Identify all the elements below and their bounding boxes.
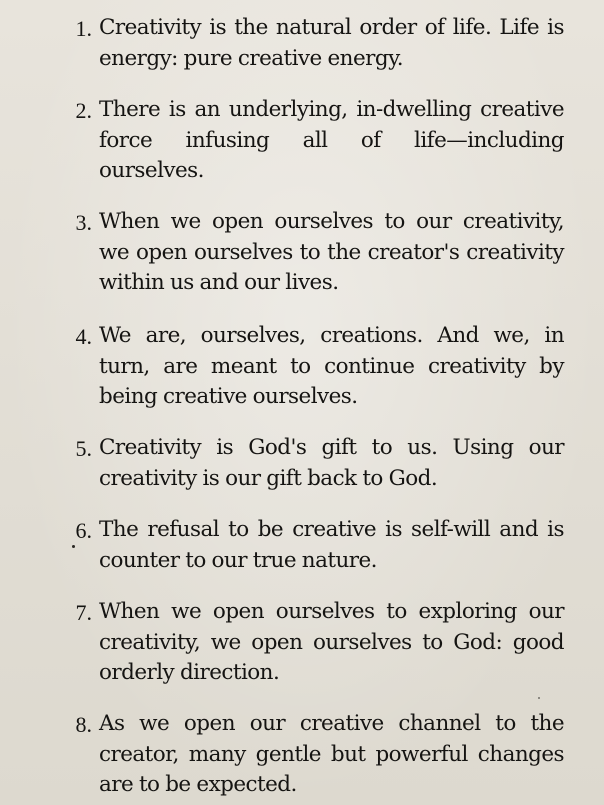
item-text: Creativity is the natural order of life. Life is energy: pure creative energy. [99, 15, 564, 71]
item-number: 5. [75, 436, 92, 461]
item-number: 4. [75, 324, 92, 349]
item-text: The refusal to be creative is self-will and is counter to our true nature. [99, 517, 564, 573]
ink-speck [538, 697, 540, 699]
item-number: 2. [75, 98, 92, 123]
item-text: When we open ourselves to exploring our creativity, we open ourselves to God: good orderly direction. [99, 599, 564, 685]
item-number: 3. [75, 210, 92, 235]
item-number: 1. [75, 16, 92, 41]
item-text: Creativity is God's gift to us. Using our creativity is our gift back to God. [99, 435, 564, 491]
item-text: When we open ourselves to our creativity, we open ourselves to the creator's creativity within us and our lives. [99, 209, 564, 295]
ink-speck [72, 545, 75, 548]
item-text: As we open our creative channel to the creator, many gentle but powerful changes are to be expected. [99, 711, 564, 797]
item-number: 8. [75, 712, 92, 737]
item-number: 6. [75, 518, 92, 543]
item-text: We are, ourselves, creations. And we, in turn, are meant to continue creativity by being creative ourselves. [99, 323, 564, 409]
item-text: There is an underlying, in-dwelling creative force infusing all of life—including ourselves. [99, 97, 564, 183]
item-number: 7. [75, 600, 92, 625]
